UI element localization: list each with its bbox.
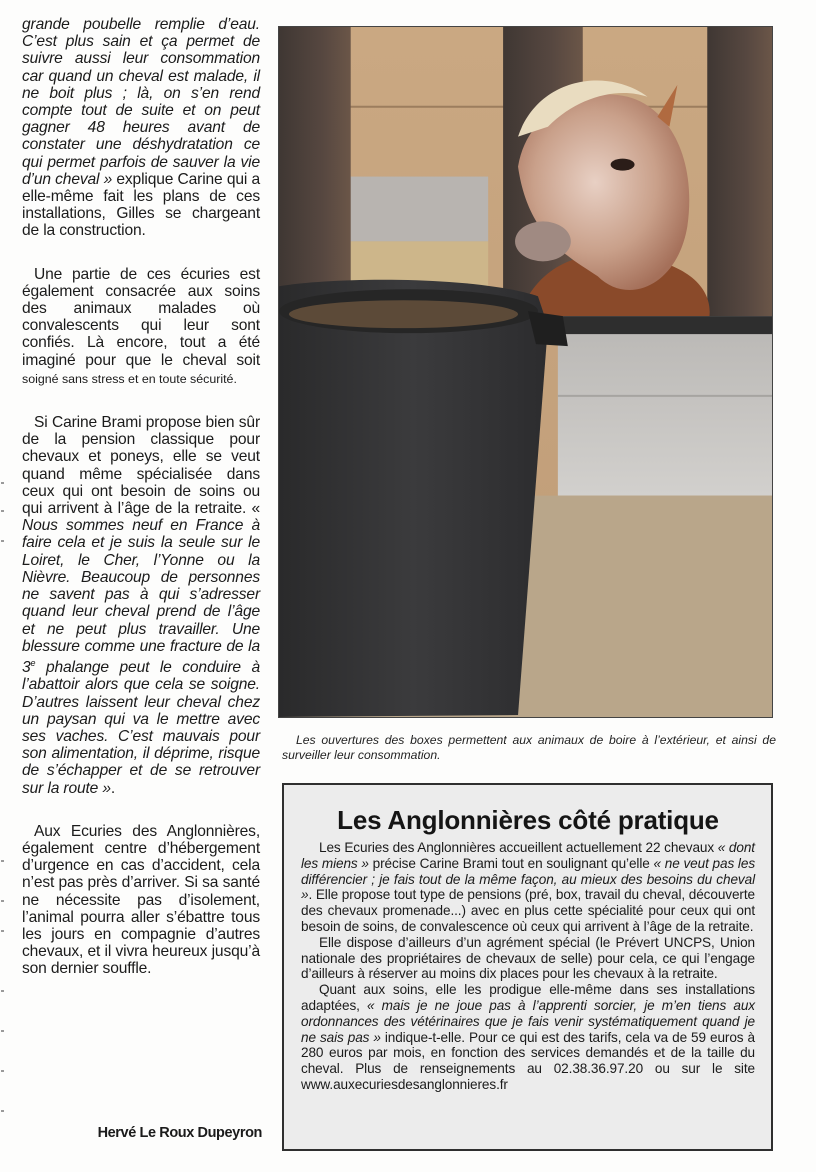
paragraph-text: Une partie de ces écuries est également consacrée aux soins des animaux malades où convalescents qui leur sont confiés. Là encore, tout a été imaginé pour que le cheval soit (22, 265, 260, 369)
article-paragraph-1 (22, 16, 260, 240)
info-box-title: Les Anglonnières côté pratique (337, 805, 719, 835)
info-paragraph-3 (301, 982, 755, 1093)
cinder-block-wall (349, 177, 488, 242)
pony-muzzle (515, 221, 571, 261)
quote-text: « ne veut pas les différencier ; je fais tout de la même façon, au mieux des besoins du cheval » (301, 855, 756, 903)
phone-number: 02.38.36.97.20 (553, 1061, 644, 1077)
article-column (22, 16, 260, 978)
info-paragraph-2: Elle dispose d’ailleurs d’un agrément spécial (le Prévert UNCPS, Union nationale des propriétaires de chevaux de selle) pour cela, ce qui l’engage d’ailleurs à réserver au moins dix places pour les chevaux à la retraite. (301, 934, 755, 982)
paragraph-text: Les Ecuries des Anglonnières accueillent actuellement 22 chevaux (319, 840, 718, 855)
pony-eye (611, 159, 635, 171)
quote-text: « mais je ne joue pas à l’apprenti sorcier, je m’en tiens aux ordonnances des vétérinaires que je fais venir systématiquement quand je ne sais pas » (301, 997, 755, 1045)
photo-caption (282, 733, 776, 762)
margin-marks (1, 470, 5, 1150)
paragraph-text: indique-t-elle. Pour ce qui est des tarifs, cela va de 59 euros à 280 euros par mois, en fonction des services demandés et de la taille du cheval. Plus de renseignements au (301, 1029, 755, 1077)
concrete-trough (558, 316, 772, 495)
paragraph-text-small: soigné sans stress et en toute sécurité. (22, 371, 237, 386)
info-box (282, 783, 773, 1151)
quote-text: phalange peut le conduire à l’abattoir alors que cela se soigne. D’autres laissent leur cheval chez un paysan qui va le mettre avec ses vaches. C’est mauvais pour son alimentation, il déprime, risque de s’échapper et de se retrouver sur la route » (22, 659, 260, 797)
article-paragraph-2 (22, 266, 260, 388)
info-paragraph-1 (301, 840, 755, 935)
paragraph-text: . (110, 779, 116, 797)
website-link[interactable]: www.auxecuriesdesanglonnieres.fr (301, 1076, 508, 1092)
paragraph-text: Si Carine Brami propose bien sûr de la pension classique pour chevaux et poneys, elle se veut quand même spécialisée dans ceux qui ont besoin de soins ou qui arrivent à l’âge de la retraite. « (22, 414, 260, 518)
paragraph-text: ou sur le site (643, 1061, 755, 1077)
article-paragraph-3 (22, 414, 260, 797)
quote-text: « dont les miens » (301, 840, 755, 871)
black-water-tub (279, 280, 548, 717)
water-surface (289, 300, 518, 328)
paragraph-text: Quant aux soins, elle les prodigue elle-même dans ses installations adaptées, (301, 982, 755, 1013)
quote-text: Nous sommes neuf en France à faire cela et je suis la seule sur le Loiret, le Cher, l’Yonne ou la Nièvre. Beaucoup de personnes ne savent pas à qui s’adresser quand leur cheval prend de l’âge et ne peut plus travailler. Une blessure comme une fracture de la 3 (22, 517, 260, 677)
pony-photo-illustration (279, 27, 772, 717)
paragraph-text: . Elle propose tout type de pensions (pré, box, travail du cheval, découverte des chevaux promenade...) avec en plus cette spécialité pour ceux qui ont besoin de soins, de convalescence où ceux qui arrivent à l’âge de la retraite. (301, 887, 755, 934)
article-photo (278, 26, 773, 718)
article-paragraph-4: Aux Ecuries des Anglonnières, également centre d’hébergement d’urgence en cas d’accident, cela n’est pas près d’arriver. Si sa santé ne nécessite pas d’isolement, l’animal pourra aller s’ébattre tous les jours en compagnie d’autres chevaux, et il vivra heureux jusqu’à son dernier souffle. (22, 822, 260, 978)
caption-text: Les ouvertures des boxes permettent aux animaux de boire à l’extérieur, et ainsi de surveiller leur consommation. (282, 733, 776, 762)
quote-text: grande poubelle remplie d’eau. C’est plus sain et ça permet de suivre aussi leur consommation car quand un cheval est malade, il ne boit plus ; là, on s’en rend compte tout de suite et on peut gagner 48 heures avant de constater une déshydratation ce qui permet parfois de sauver la vie d’un cheval » (22, 16, 260, 188)
paragraph-text: explique Carine qui a elle-même fait les plans de ces installations, Gilles se chargeant de la construction. (22, 170, 260, 240)
wooden-post-right (707, 27, 772, 326)
author-byline: Hervé Le Roux Dupeyron (97, 1125, 262, 1141)
paragraph-text: précise Carine Brami tout en soulignant qu’elle (368, 855, 654, 871)
ordinal-superscript: e (30, 657, 36, 668)
